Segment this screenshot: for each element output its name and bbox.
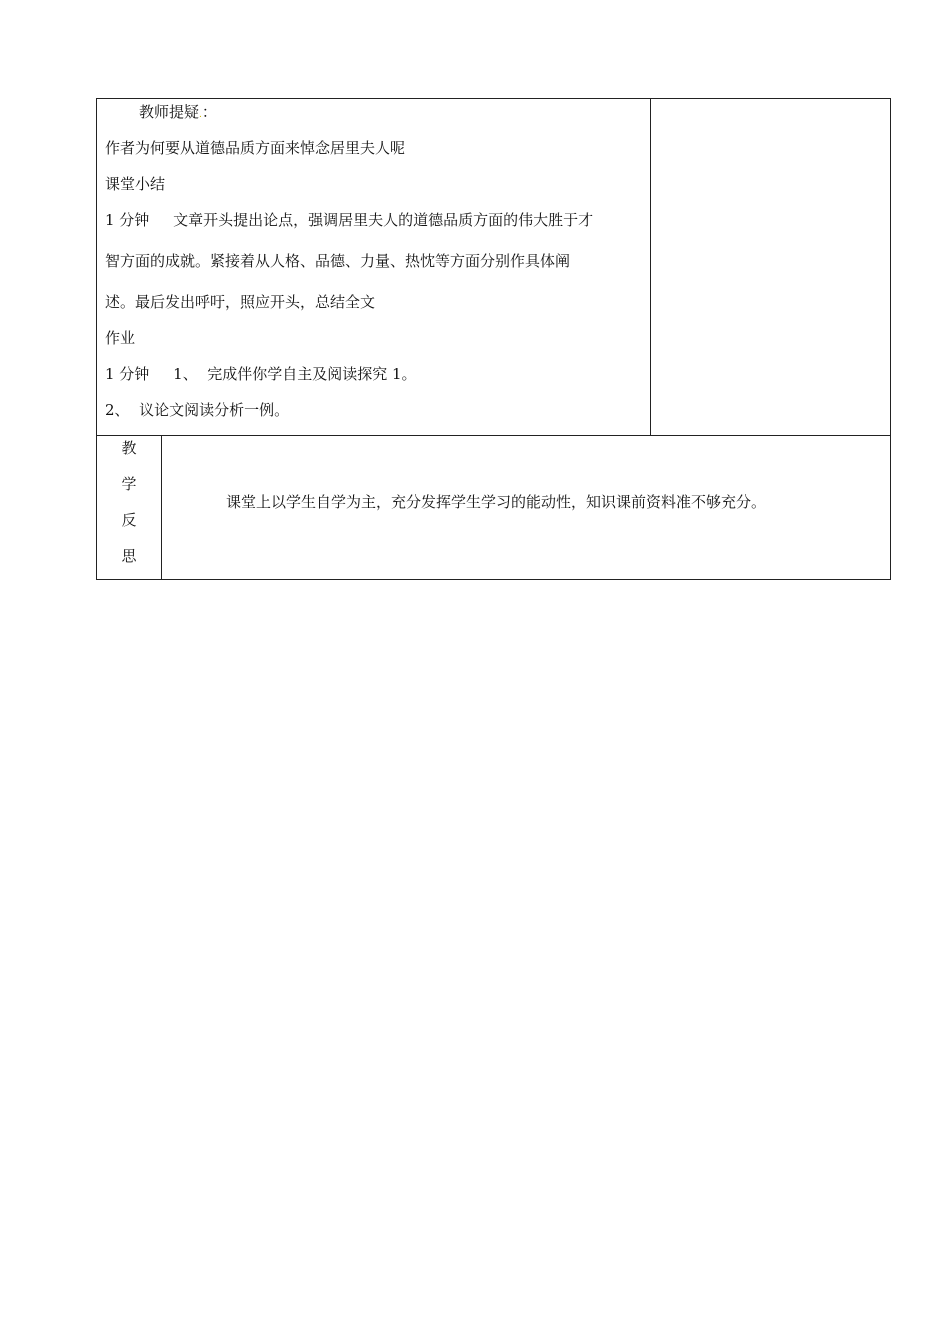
comment-marker: . bbox=[199, 110, 202, 120]
question-text: 作者为何要从道德品质方面来悼念居里夫人呢 bbox=[105, 139, 406, 157]
summary-line-3: 述。最后发出呼吁，照应开头，总结全文 bbox=[105, 293, 376, 311]
teacher-question-colon: ： bbox=[201, 103, 217, 121]
table-divider-right-column bbox=[650, 98, 651, 435]
summary-line-2: 智方面的成就。紧接着从人格、品德、力量、热忱等方面分别作具体阐 bbox=[105, 252, 571, 270]
teacher-question-heading bbox=[139, 102, 217, 125]
reflection-label-char-3: 反 bbox=[121, 511, 137, 529]
homework-item-2: 2、 议论文阅读分析一例。 bbox=[105, 401, 290, 419]
table-divider-reflection-row bbox=[96, 435, 891, 436]
teacher-question-text: 教师提疑 bbox=[139, 103, 200, 121]
reflection-label-char-1: 教 bbox=[121, 439, 137, 457]
homework-heading: 作业 bbox=[105, 329, 136, 347]
summary-heading: 课堂小结 bbox=[105, 175, 166, 193]
summary-line-1: 1 分钟 文章开头提出论点，强调居里夫人的道德品质方面的伟大胜于才 bbox=[105, 211, 594, 229]
reflection-label-char-4: 思 bbox=[121, 547, 137, 565]
reflection-text: 课堂上以学生自学为主，充分发挥学生学习的能动性，知识课前资料准不够充分。 bbox=[226, 493, 767, 511]
homework-item-1: 1 分钟 1、 完成伴你学自主及阅读探究 1。 bbox=[105, 365, 417, 383]
reflection-label-char-2: 学 bbox=[121, 475, 137, 493]
